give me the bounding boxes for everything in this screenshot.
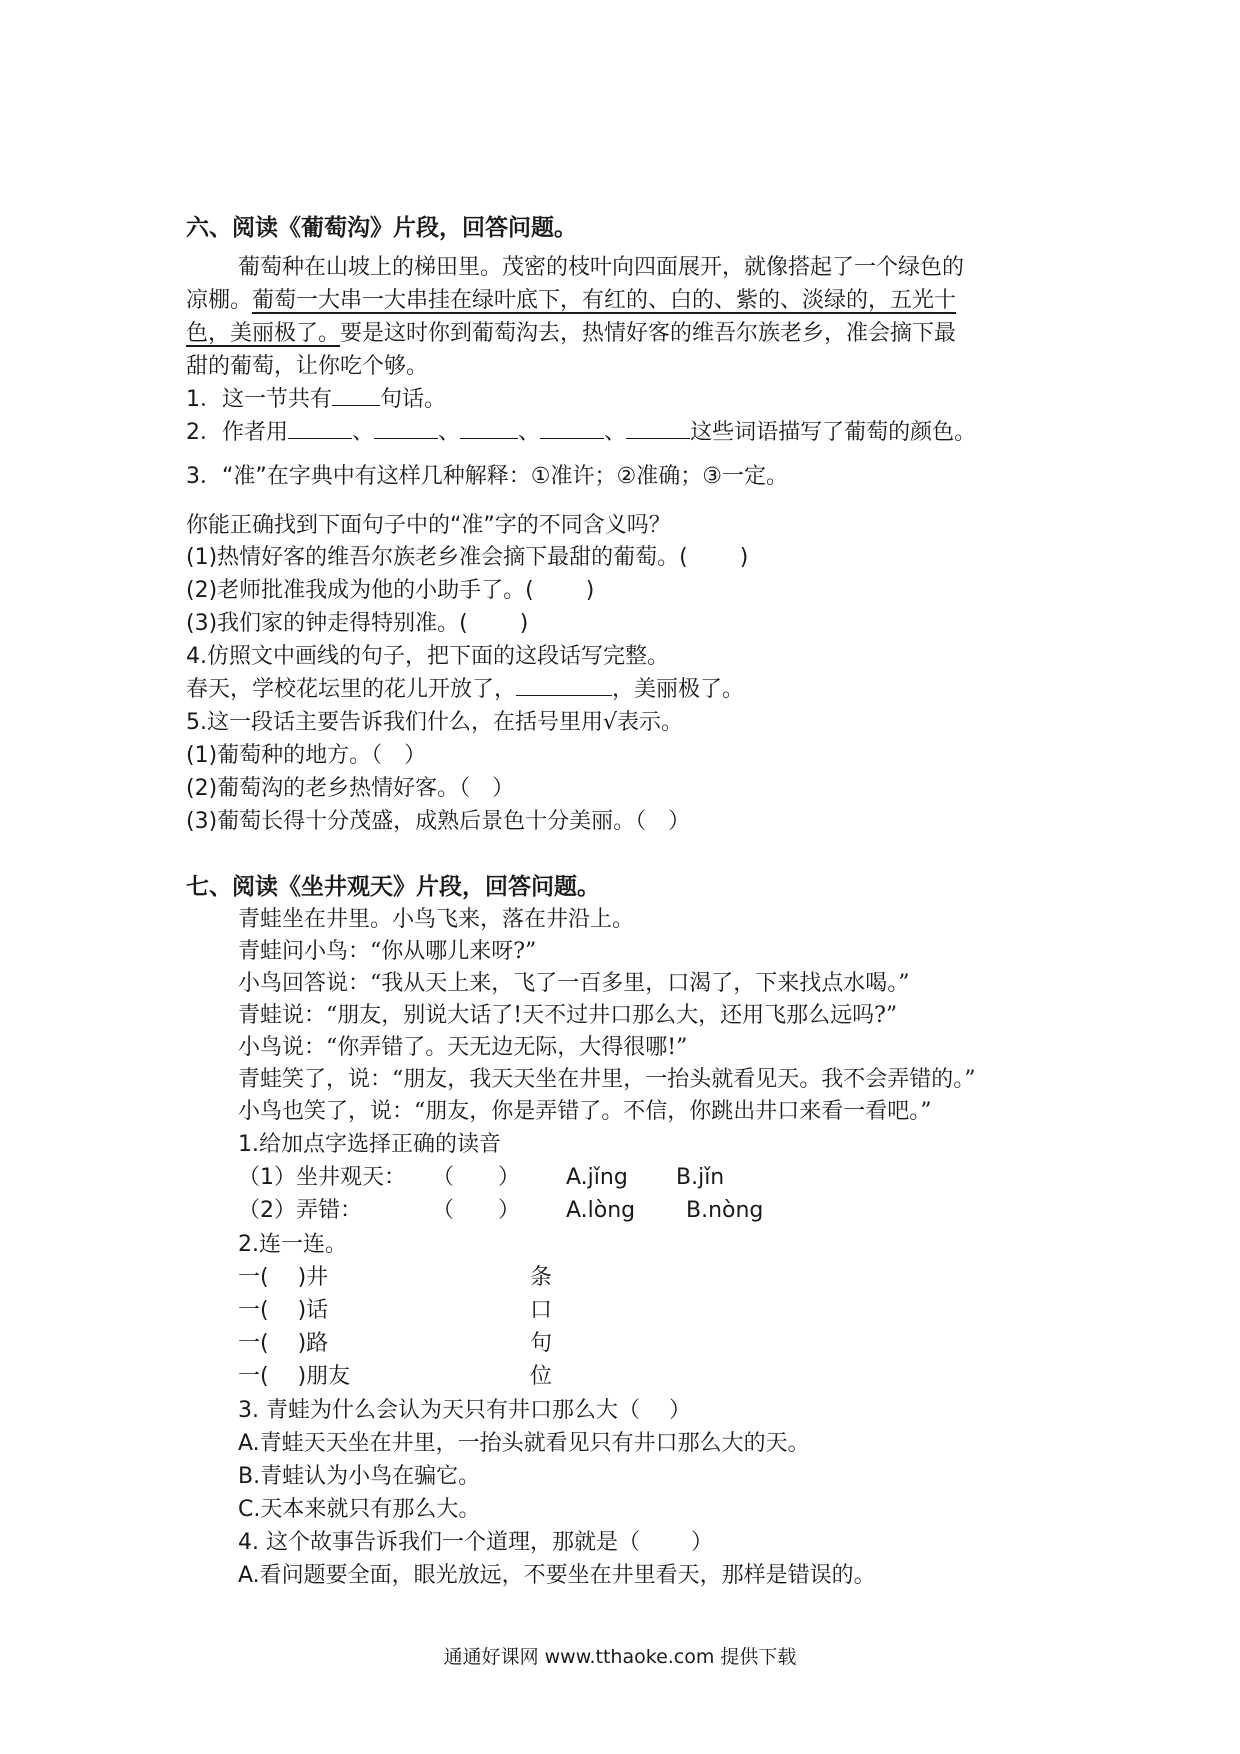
page-footer: 通通好课网 www.tthaoke.com 提供下载: [443, 1646, 797, 1668]
match-right-item[interactable]: 条: [530, 1265, 553, 1290]
match-right-item[interactable]: 句: [530, 1331, 553, 1356]
s7-q4-option[interactable]: A.看问题要全面，眼光放远，不要坐在井里看天，那样是错误的。: [238, 1563, 876, 1588]
sentence-text: ，美丽极了。: [612, 677, 745, 702]
question-2: [186, 418, 976, 448]
question-3: 3．“准”在字典中有这样几种解释：①准许；②准确；③一定。: [186, 464, 788, 489]
question-1: [186, 385, 446, 415]
answer-blank[interactable]: [460, 418, 518, 439]
story-line: 青蛙坐在井里。小鸟飞来，落在井沿上。: [238, 907, 635, 932]
s7-q1-answer[interactable]: （ ）: [432, 1165, 521, 1190]
underlined-sentence: 色，美丽极了。: [186, 321, 341, 346]
question-3-intro: 你能正确找到下面句子中的“准”字的不同含义吗？: [186, 513, 671, 538]
question-5-option[interactable]: (2)葡萄沟的老乡热情好客。（ ）: [186, 776, 515, 801]
answer-blank[interactable]: [288, 418, 352, 439]
match-left-item[interactable]: 一( )朋友: [238, 1364, 351, 1389]
s7-q1-label: （2）弄错：: [238, 1198, 362, 1223]
question-text: 句话。: [380, 387, 447, 412]
close-paren: ): [739, 545, 749, 570]
match-left-item[interactable]: 一( )井: [238, 1265, 329, 1290]
story-line: 青蛙笑了，说：“朋友，我天天坐在井里，一抬头就看见天。我不会弄错的。”: [238, 1067, 976, 1092]
close-paren: ): [519, 611, 529, 636]
match-right-item[interactable]: 口: [530, 1298, 553, 1323]
question-3-item: [186, 576, 594, 606]
underlined-sentence: 葡萄一大串一大串挂在绿叶底下，有红的、白的、紫的、淡绿的，五光十: [252, 288, 957, 313]
sentence-text: 春天，学校花坛里的花儿开放了，: [186, 677, 517, 702]
question-5: 5.这一段话主要告诉我们什么，在括号里用√表示。: [186, 710, 684, 735]
s7-q3-option[interactable]: A.青蛙天天坐在井里，一抬头就看见只有井口那么大的天。: [238, 1431, 810, 1456]
question-5-option[interactable]: (3)葡萄长得十分茂盛，成熟后景色十分美丽。（ ）: [186, 809, 691, 834]
separator: 、: [604, 420, 627, 445]
passage-line: [186, 319, 956, 349]
match-right-item[interactable]: 位: [530, 1364, 553, 1389]
s7-question-3: 3. 青蛙为什么会认为天只有井口那么大（ ）: [238, 1398, 691, 1423]
item-text: (2)老师批准我成为他的小助手了。(: [186, 578, 534, 603]
story-line: 青蛙说：“朋友，别说大话了!天不过井口那么大，还用飞那么远吗?”: [238, 1003, 898, 1028]
match-left-item[interactable]: 一( )话: [238, 1298, 329, 1323]
question-4: 4.仿照文中画线的句子，把下面的这段话写完整。: [186, 644, 669, 669]
separator: 、: [352, 420, 375, 445]
passage-line: [186, 286, 956, 316]
answer-blank[interactable]: [332, 385, 380, 406]
passage-text: 要是这时你到葡萄沟去，热情好客的维吾尔族老乡，准会摘下最: [340, 321, 957, 346]
s7-question-2: 2.连一连。: [238, 1232, 347, 1257]
story-line: 青蛙问小鸟：“你从哪儿来呀?”: [238, 939, 537, 964]
option-b[interactable]: B.jǐn: [676, 1165, 725, 1190]
question-text: 2．作者用: [186, 420, 288, 445]
s7-q3-option[interactable]: C.天本来就只有那么大。: [238, 1497, 481, 1522]
match-left-item[interactable]: 一( )路: [238, 1331, 329, 1356]
section6-heading: 六、阅读《葡萄沟》片段，回答问题。: [186, 214, 577, 241]
section7-heading: 七、阅读《坐井观天》片段，回答问题。: [186, 873, 600, 900]
s7-q3-option[interactable]: B.青蛙认为小鸟在骗它。: [238, 1464, 481, 1489]
item-text: (3)我们家的钟走得特别准。(: [186, 611, 468, 636]
separator: 、: [438, 420, 461, 445]
separator: 、: [518, 420, 541, 445]
passage-line: 葡萄种在山坡上的梯田里。茂密的枝叶向四面展开，就像搭起了一个绿色的: [238, 255, 965, 280]
s7-q1-answer[interactable]: （ ）: [432, 1198, 521, 1223]
close-paren: ): [585, 578, 595, 603]
s7-q1-label: （1）坐井观天：: [238, 1165, 406, 1190]
story-line: 小鸟也笑了，说：“朋友，你是弄错了。不信，你跳出井口来看一看吧。”: [238, 1099, 932, 1124]
option-a[interactable]: A.lòng: [566, 1198, 636, 1223]
answer-blank[interactable]: [626, 418, 690, 439]
option-b[interactable]: B.nòng: [686, 1198, 764, 1223]
option-a[interactable]: A.jǐng: [566, 1165, 628, 1190]
passage-text: 凉棚。: [186, 288, 253, 313]
s7-question-1: 1.给加点字选择正确的读音: [238, 1132, 501, 1157]
question-3-item: [186, 543, 748, 573]
answer-blank[interactable]: [540, 418, 604, 439]
story-line: 小鸟回答说：“我从天上来，飞了一百多里，口渴了，下来找点水喝。”: [238, 971, 910, 996]
answer-blank[interactable]: [374, 418, 438, 439]
question-3-item: [186, 609, 528, 639]
passage-line: 甜的葡萄，让你吃个够。: [186, 354, 429, 379]
s7-question-4: 4. 这个故事告诉我们一个道理，那就是（ ）: [238, 1530, 713, 1555]
story-line: 小鸟说：“你弄错了。天无边无际，大得很哪!”: [238, 1035, 688, 1060]
question-text: 这些词语描写了葡萄的颜色。: [690, 420, 977, 445]
question-text: 1．这一节共有: [186, 387, 332, 412]
item-text: (1)热情好客的维吾尔族老乡准会摘下最甜的葡萄。(: [186, 545, 688, 570]
question-5-option[interactable]: (1)葡萄种的地方。（ ）: [186, 743, 427, 768]
answer-blank[interactable]: [516, 675, 612, 696]
question-4-sentence: [186, 675, 744, 705]
